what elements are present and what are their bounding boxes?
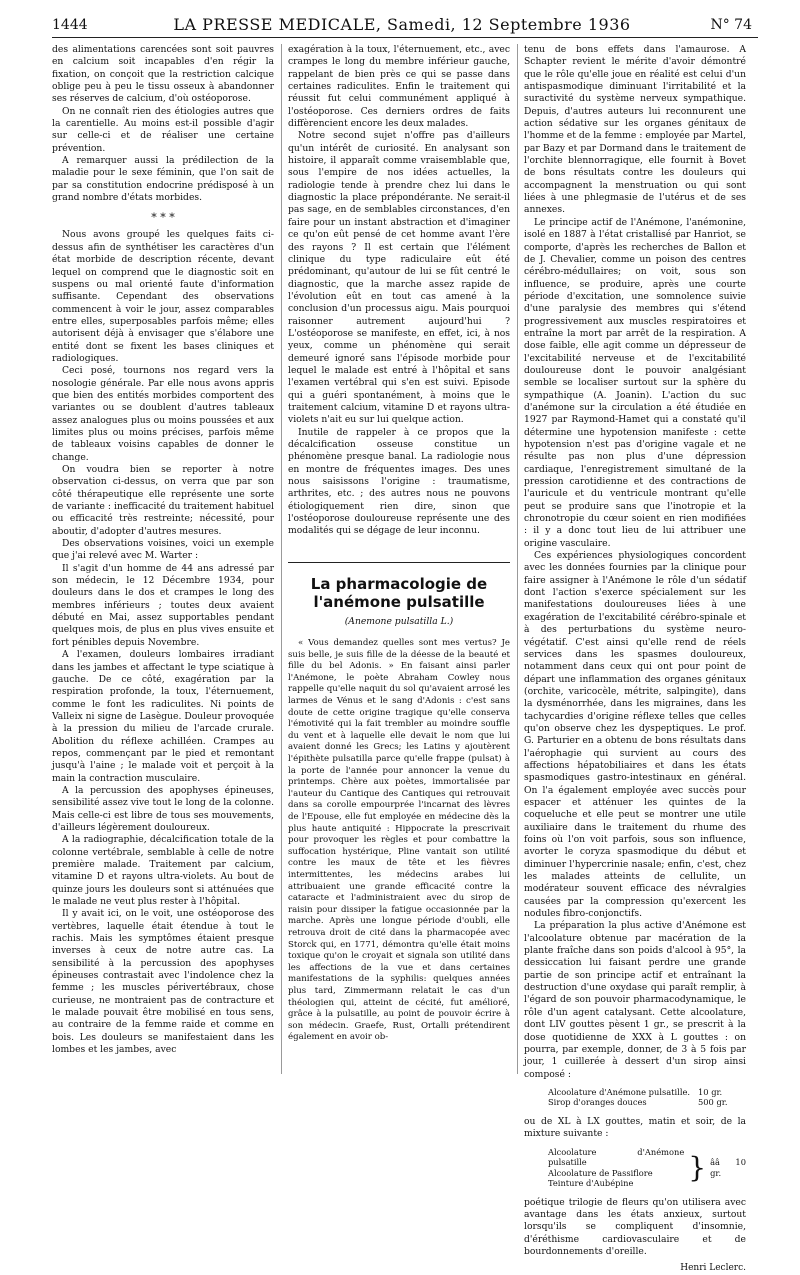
ingredient-name: Alcoolature de Passiflore xyxy=(548,1167,653,1178)
ingredient-name: Alcoolature d'Anémone pulsatille. xyxy=(548,1086,691,1097)
article-title: La pharmacologie de l'anémone pulsatille xyxy=(310,574,488,611)
paragraph: Ces expériences physiologiques concordent avec les données fournies par la clinique pour faire assigner à l'Anémone le rôle d'un sédatif dont l'action s'exerce spécialement sur les manifestations douloureuses liées à une exagération de l'excitabilité cérébro-spinale et à des perturbations du système neuro-végétatif. C'est ainsi qu'elle rend de réels services dans les spasmes douloureux, notamment dans ceux qui ont pour point de départ une inflammation des organes génitaux (orchite, varicocèle, métrite, salpingite), dans la dysménorrhée, dans les migraines, dans les tachycardies d'origine réflexe telles que celles qu'on observe chez les dyspeptiques. Le prof. G. Parturier en a obtenu de bons résultats dans l'aérophagie qui survient au cours des affections hépatobiliaires et dans les états spasmodiques gastro-intestinaux en général. On l'a également employée avec succès pour espacer et atténuer les quintes de la coqueluche et elle peut se montrer une utile auxiliaire dans le traitement du rhume des foins où l'on voit parfois, sous son influence, avorter le coryza spasmodique du début et diminuer l'hypercrinie nasale; enfin, c'est, chez les malades atteints de cellulite, un modérateur souvent efficace des névralgies causées par la compression qu'exercent les nodules fibro-conjonctifs. xyxy=(524,550,746,920)
paragraph: Le principe actif de l'Anémone, l'anémonine, isolé en 1887 à l'état cristallisé par Hanriot, se comporte, d'après les recherches de Ballon et de J. Chevalier, comme un poison des centres cérébro-médullaires; on voit, sous son influence, se produire, après une courte période d'excitation, une somnolence suivie d'une paralysie des membres qui s'étend progressivement aux muscles respiratoires et entraîne la mort par arrêt de la respiration. A dose faible, elle agit comme un dépresseur de l'excitabilité nerveuse et de l'excitabilité douloureuse dont le pouvoir analgésiant semble se localiser surtout sur la sphère du sympathique (A. Joanin). L'action du suc d'anémone sur la circulation a été étudiée en 1927 par Raymond-Hamet qui a constaté qu'il détermine une hypotension manifeste : cette hypotension n'est pas d'origine vagale et ne résulte pas non plus d'une dépression cardiaque, l'enregistrement simultané de la pression carotidienne et des contractions de l'auricule et du ventricule montrant qu'elle peut se produire sans que l'inotropie et la chronotropie du cœur soient en rien modifiées : il y a donc tout lieu de lui attribuer une origine vasculaire. xyxy=(524,216,746,549)
column-separator xyxy=(281,44,282,1074)
paragraph: On ne connaît rien des étiologies autres que la carentielle. Au moins est-il possible d'agir sur celle-ci et de réaliser une certaine prévention. xyxy=(52,105,274,154)
paragraph: A remarquer aussi la prédilection de la maladie pour le sexe féminin, que l'on sait de par sa constitution endocrine prédisposé à un grand nombre d'états morbides. xyxy=(52,155,274,204)
paragraph: des alimentations carencées sont soit pauvres en calcium soit incapables d'en régir la fixation, on conçoit que la restriction calcique oblige peu à peu le tissu osseux à abandonner ses réserves de calcium, d'où ostéoporose. xyxy=(52,44,274,105)
mixture-formula xyxy=(548,1147,746,1189)
paragraph: A l'examen, douleurs lombaires irradiant dans les jambes et affectant le type sciatique à gauche. De ce côté, exagération par la respiration profonde, la toux, l'éternuement, comme le font les radiculites. Ni points de Valleix ni signe de Lasègue. Douleur provoquée à la pression du milieu de l'arcade crurale. Abolition du réflexe achilléen. Crampes au repos, commençant par le pied et remontant jusqu'à l'aine ; le malade voit et perçoit à la main la contraction musculaire. xyxy=(52,649,274,784)
paragraph: « Vous demandez quelles sont mes vertus? Je suis belle, je suis fille de la déesse de la beauté et fille du bel Adonis. » En faisant ainsi parler l'Anémone, le poète Abraham Cowley nous rappelle qu'elle naquit du sol qu'avaient arrosé les larmes de Vénus et le sang d'Adonis : c'est sans doute de cette origine tragique qu'elle conserva l'émotivité qui la fait trembler au moindre souffle du vent et à laquelle elle devait le nom que lui avaient donné les Grecs; les Latins y ajoutèrent l'épithète pulsatilla parce qu'elle frappe (pulsat) à la porte de l'année pour annoncer la venue du printemps. Chère aux poètes, immortalisée par l'auteur du Cantique des Cantiques qui retrouvait dans sa corolle empourprée l'incarnat des lèvres de l'Epouse, elle fut employée en médecine dès la plus haute antiquité : Hippocrate la prescrivait pour provoquer les règles et pour combattre la suffocation hystérique, Pline vantait son utilité contre les maux de tête et les fièvres intermittentes, les médecins arabes lui attribuaient une grande efficacité contre la cataracte et l'administraient avec du sirop de raisin pour dissiper la fatigue occasionnée par la marche. Après une longue période d'oubli, elle retrouva droit de cité dans la pharmacopée avec Storck qui, en 1771, démontra qu'elle était moins toxique qu'on le croyait et signala son utilité dans les affections de la vue et dans certaines manifestations de la syphilis: quelques années plus tard, Zimmermann relatait le cas d'un théologien qui, atteint de cécité, fut amélioré, grâce à la pulsatille, au point de pouvoir écrire à son médecin. Graefe, Rust, Ortalli prétendirent également en avoir ob- xyxy=(288,638,510,1043)
ingredient-qty: 10 gr. xyxy=(698,1086,723,1097)
page-header xyxy=(52,8,752,36)
paragraph: exagération à la toux, l'éternuement, etc., avec crampes le long du membre inférieur gauche, rappelant de bien près ce qui se passe dans certaines radiculites. Enfin le traitement qui réussit fut celui communément appliqué à l'ostéoporose. Ces derniers ordres de faits diffèrencient encore les deux malades. xyxy=(288,44,510,130)
prescription-formula xyxy=(548,1087,746,1108)
paragraph: Inutile de rappeler à ce propos que la décalcification osseuse constitue un phénomène presque banal. La radiologie nous en montre de fréquentes images. Des unes nous saisissons l'origine : traumatisme, arthrites, etc. ; des autres nous ne pouvons étiologiquement rien dire, sinon que l'ostéoporose douloureuse représente une des modalités qui se dégage de leur inconnu. xyxy=(288,426,510,537)
issue-number: N° 74 xyxy=(710,17,752,33)
column-1 xyxy=(52,44,274,1057)
journal-title: LA PRESSE MEDICALE, Samedi, 12 Septembre 1936 xyxy=(173,15,631,34)
paragraph: Il y avait ici, on le voit, une ostéoporose des vertèbres, laquelle était étendue à tout le rachis. Mais les symptômes étaient presque inverses à ceux de notre autre cas. La sensibilité à la percussion des apophyses épineuses contrastait avec l'indolence chez la femme ; les muscles périvertébraux, chose curieuse, ne montraient pas de contracture et le malade pouvait être mobilisé en tous sens, au contraire de la femme raide et comme en bois. Les douleurs se manifestaient dans les lombes et les jambes, avec xyxy=(52,908,274,1056)
header-rule xyxy=(52,37,758,38)
ingredient-qty: ââ 10 gr. xyxy=(710,1157,746,1178)
ingredient-name: Sirop d'oranges douces xyxy=(548,1097,647,1108)
column-separator xyxy=(517,44,518,1074)
paragraph: Notre second sujet n'offre pas d'ailleurs qu'un intérêt de curiosité. En analysant son histoire, il apparaît comme vraisemblable que, sous l'empire de nos idées actuelles, la radiologie tende à prendre chez lui dans le diagnostic la place prépondérante. Ne serait-il pas sage, en de semblables circonstances, d'en faire pour un instant abstraction et d'imaginer ce qu'on eût pensé de cet homme avant l'ère des rayons ? Il est certain que l'élément clinique du type radiculaire eût été prédominant, qu'autour de lui se fût centré le diagnostic, que la marche assez rapide de l'évolution eût en tout cas amené à la conclusion d'un processus aigu. Mais pourquoi raisonner autrement aujourd'hui ? L'ostéoporose se manifeste, en effet, ici, à nos yeux, comme un phénomène qui serait demeuré ignoré sans l'épisode morbide pour lequel le malade est entré à l'hôpital et sans l'examen vertébral qui s'en est suivi. Episode qui a guéri spontanément, à moins que le traitement calcium, vitamine D et rayons ultra-violets n'ait eu sur lui quelque action. xyxy=(288,130,510,426)
brace-glyph: } xyxy=(688,1150,707,1184)
ingredient-name: Teinture d'Aubépine xyxy=(548,1178,634,1189)
column-3 xyxy=(524,44,746,1275)
paragraph: Ceci posé, tournons nos regard vers la nosologie générale. Par elle nous avons appris que bien des entités morbides comportent des variantes ou se doublent d'autres tableaux assez analogues plus ou moins poussées et aux limites plus ou moins précises, parfois même de tableaux voisins capables de donner le change. xyxy=(52,365,274,463)
paragraph: poétique trilogie de fleurs qu'on utilisera avec avantage dans les états anxieux, surtout lorsqu'ils se compliquent d'insomnie, d'éréthisme cardiovasculaire et de bourdonnements d'oreille. xyxy=(524,1196,746,1257)
ingredient-name: Alcoolature d'Anémone pulsatille xyxy=(548,1146,685,1168)
paragraph: A la percussion des apophyses épineuses, sensibilité assez vive tout le long de la colonne. Mais celle-ci est libre de tous ses mouvements, d'ailleurs légèrement douloureux. xyxy=(52,784,274,833)
author-signature: Henri Leclerc. xyxy=(680,1263,746,1274)
paragraph: ou de XL à LX gouttes, matin et soir, de la mixture suivante : xyxy=(524,1115,746,1140)
paragraph: Nous avons groupé les quelques faits ci-dessus afin de synthétiser les caractères d'un état morbide de description récente, devant lequel on comprend que le diagnostic soit en suspens ou mal orienté faute d'information suffisante. Cependant des observations commencent à voir le jour, assez comparables entre elles, superposables parfois même; elles autorisent déjà à envisager que s'élabore une entité dont se fixent les bases cliniques et radiologiques. xyxy=(52,229,274,364)
paragraph: Des observations voisines, voici un exemple que j'ai relevé avec M. Warter : xyxy=(52,538,274,562)
article-rule xyxy=(288,562,510,563)
article-subtitle: (Anemone pulsatilla L.) xyxy=(344,615,454,627)
section-separator-stars: * * * xyxy=(151,211,175,225)
formula-row xyxy=(548,1087,746,1098)
mixture-ingredients xyxy=(548,1147,684,1189)
paragraph: Il s'agit d'un homme de 44 ans adressé par son médecin, le 12 Décembre 1934, pour douleurs dans le dos et crampes le long des membres inférieurs ; toutes deux avaient débuté en Mai, assez supportables pendant quelques mois, de plus en plus vives ensuite et fort pénibles depuis Novembre. xyxy=(52,562,274,648)
paragraph: On voudra bien se reporter à notre observation ci-dessus, on verra que par son côté thérapeutique elle représente une sorte de variante : inefficacité du traitement habituel ou efficacité très restreinte; nécessité, pour aboutir, d'adopter d'autres mesures. xyxy=(52,464,274,537)
column-2 xyxy=(288,44,510,1044)
paragraph: La préparation la plus active d'Anémone est l'alcoolature obtenue par macération de la plante fraîche dans son poids d'alcool à 95°, la dessiccation lui faisant perdre une grande partie de son principe actif et entraînant la destruction d'une oxydase qui paraît remplir, à l'égard de son pouvoir pharmacodynamique, le rôle d'un agent catalysant. Cette alcoolature, dont LIV gouttes pèsent 1 gr., se prescrit à la dose quotidienne de XXX à L gouttes : on pourra, par exemple, donner, de 3 à 5 fois par jour, 1 cuillerée à dessert d'un sirop ainsi composé : xyxy=(524,920,746,1080)
ingredient-qty: 500 gr. xyxy=(698,1097,728,1108)
paragraph: A la radiographie, décalcification totale de la colonne vertébrale, semblable à celle de notre première malade. Traitement par calcium, vitamine D et rayons ultra-violets. Au bout de quinze jours les douleurs sont si atténuées que le malade ne veut plus rester à l'hôpital. xyxy=(52,834,274,908)
page-number: 1444 xyxy=(52,17,88,33)
paragraph: tenu de bons effets dans l'amaurose. A Schapter revient le mérite d'avoir démontré que le rôle qu'elle joue en réalité est celui d'un antispasmodique diminuant l'irritabilité et la suractivité du système nerveux sympathique. Depuis, d'autres auteurs lui reconnurent une action sédative sur les organes génitaux de l'homme et de la femme : employée par Martel, par Bazy et par Dormand dans le traitement de l'orchite blennorragique, elle fournit à Bovet de bons résultats contre les douleurs qui accompagnent la menstruation ou qui sont liées à une phlegmasie de l'utérus et de ses annexes. xyxy=(524,44,746,216)
formula-row xyxy=(548,1097,746,1108)
